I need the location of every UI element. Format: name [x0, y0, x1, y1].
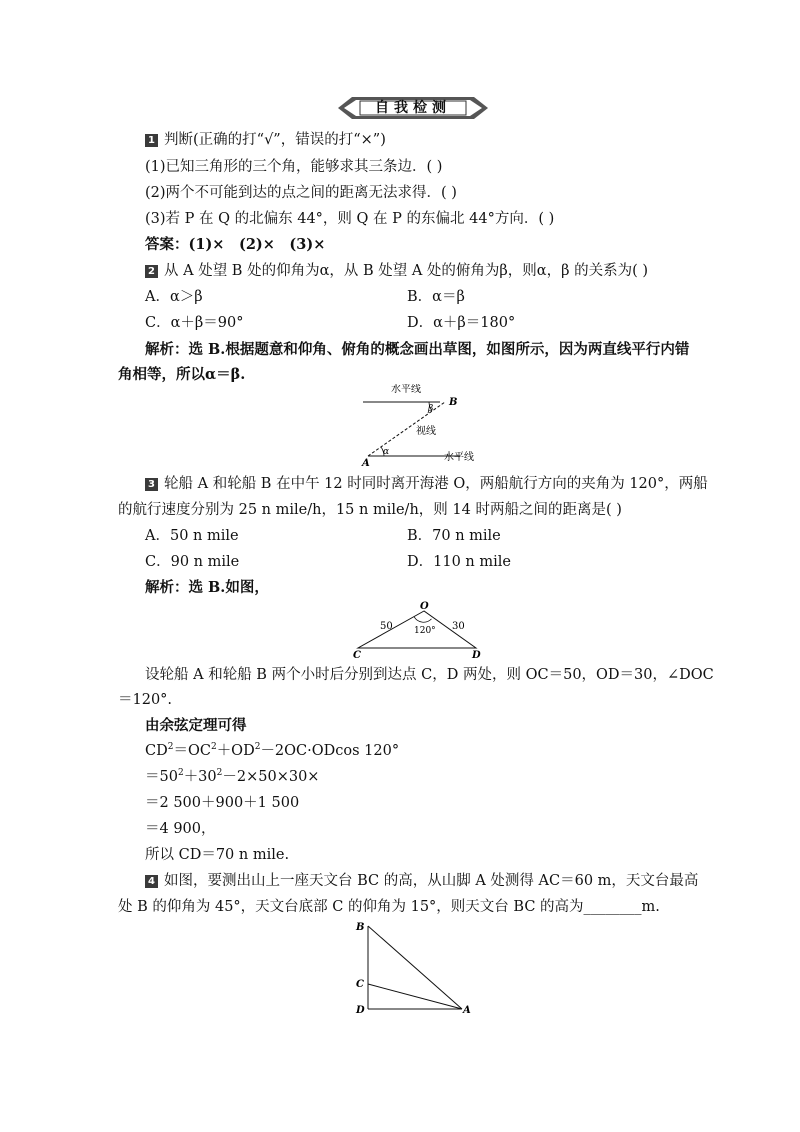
q3-analysis: 解析：选 B.如图，: [145, 579, 269, 596]
q4-number: 4: [145, 875, 158, 888]
q3-label-o: O: [420, 601, 429, 612]
q2-option-c: C．α＋β＝90°: [145, 315, 244, 331]
q3-label-50: 50: [380, 621, 393, 632]
q1-item-1: (1)已知三角形的三个角，能够求其三条边．( ): [145, 159, 443, 175]
q3-stem-1: 轮船 A 和轮船 B 在中午 12 时同时离开海港 O，两船航行方向的夹角为 120°，两船: [164, 476, 708, 492]
q3-sol5-a: ＝50: [145, 769, 178, 785]
q2-figure: [360, 384, 480, 468]
q2-option-d: D．α＋β＝180°: [407, 315, 516, 331]
q3-option-a: A．50 n mile: [145, 528, 239, 544]
q3-solution-8: 所以 CD＝70 n mile.: [145, 847, 290, 863]
q3-sol5-c: －2×50×30×: [222, 769, 320, 785]
q2-option-a: A．α＞β: [145, 289, 203, 305]
q3-label-angle: 120°: [414, 626, 436, 636]
q2-stem-line: [145, 261, 648, 281]
q2-label-a: A: [362, 458, 370, 468]
q2-number: 2: [145, 265, 158, 278]
q2-option-b: B．α＝β: [407, 289, 465, 305]
q3-solution-1: 设轮船 A 和轮船 B 两个小时后分别到达点 C，D 两处，则 OC＝50，OD＝30，∠DOC: [145, 667, 714, 683]
q3-sol4-cd: CD: [145, 743, 168, 759]
q2-label-beta: β: [428, 404, 434, 414]
q3-option-c: C．90 n mile: [145, 554, 240, 570]
q3-sol5-sup2: 2: [216, 768, 223, 779]
q2-sight-label: 视线: [416, 426, 436, 437]
q3-label-d: D: [472, 650, 481, 660]
q3-solution-7: ＝4 900，: [145, 821, 216, 837]
q3-option-d: D．110 n mile: [407, 554, 511, 570]
q4-stem-1: 如图，要测出山上一座天文台 BC 的高，从山脚 A 处测得 AC＝60 m，天文台最高: [164, 873, 699, 889]
q4-stem-2: 处 B 的仰角为 45°，天文台底部 C 的仰角为 15°，则天文台 BC 的高为________m.: [118, 899, 660, 915]
q3-solution-4: [145, 741, 399, 761]
q3-solution-6: ＝2 500＋900＋1 500: [145, 795, 300, 811]
q3-sol4-od: ＋OD: [216, 743, 255, 759]
q1-answer: 答案：(1)× (2)× (3)×: [145, 236, 326, 253]
q4-label-a: A: [463, 1005, 471, 1016]
q2-stem: 从 A 处望 B 处的仰角为α，从 B 处望 A 处的俯角为β，则α，β 的关系为( ): [164, 263, 649, 279]
q2-analysis-2: 角相等，所以α＝β.: [118, 366, 246, 383]
q4-label-d: D: [356, 1005, 365, 1016]
q3-sol5-b: ＋30: [183, 769, 217, 785]
q3-stem-line-1: [145, 474, 708, 494]
q4-stem-line-1: [145, 871, 698, 891]
q3-sol4-sup1: 2: [167, 742, 174, 753]
q3-sol4-sup2: 2: [210, 742, 217, 753]
q3-solution-2: ＝120°.: [118, 692, 173, 708]
q1-number: 1: [145, 134, 158, 147]
q2-label-b: B: [449, 397, 458, 408]
section-banner: [338, 95, 488, 121]
q3-label-c: C: [353, 650, 361, 660]
q3-solution-5: [145, 767, 319, 787]
q1-item-2: (2)两个不可能到达的点之间的距离无法求得．( ): [145, 185, 457, 201]
q4-figure: [352, 918, 478, 1018]
q1-item-3: (3)若 P 在 Q 的北偏东 44°，则 Q 在 P 的东偏北 44°方向．( ): [145, 211, 555, 227]
q3-sol4-sup3: 2: [254, 742, 261, 753]
q3-label-30: 30: [452, 621, 465, 632]
q4-label-c: C: [356, 979, 364, 990]
q2-label-alpha: α: [383, 447, 390, 457]
q3-sol5-sup1: 2: [177, 768, 184, 779]
q3-solution-3: 由余弦定理可得: [145, 717, 247, 734]
q3-option-b: B．70 n mile: [407, 528, 501, 544]
q1-stem: 判断(正确的打“√”，错误的打“×”): [164, 132, 386, 148]
q3-sol4-rest: －2OC·ODcos 120°: [260, 743, 400, 759]
q3-number: 3: [145, 478, 158, 491]
q1-stem-line: [145, 130, 386, 150]
q4-label-b: B: [356, 922, 365, 933]
q3-figure: [352, 600, 484, 660]
q3-stem-2: 的航行速度分别为 25 n mile/h，15 n mile/h，则 14 时两船之间的距离是( ): [118, 502, 622, 518]
q3-angle-arc: [414, 617, 432, 623]
q2-top-label: 水平线: [391, 384, 421, 395]
q3-sol4-oc: ＝OC: [173, 743, 211, 759]
q2-analysis-1: 解析：选 B.根据题意和仰角、俯角的概念画出草图，如图所示，因为两直线平行内错: [145, 341, 690, 358]
q2-bottom-label: 水平线: [444, 452, 474, 463]
banner-title: 自我检测: [375, 100, 451, 116]
